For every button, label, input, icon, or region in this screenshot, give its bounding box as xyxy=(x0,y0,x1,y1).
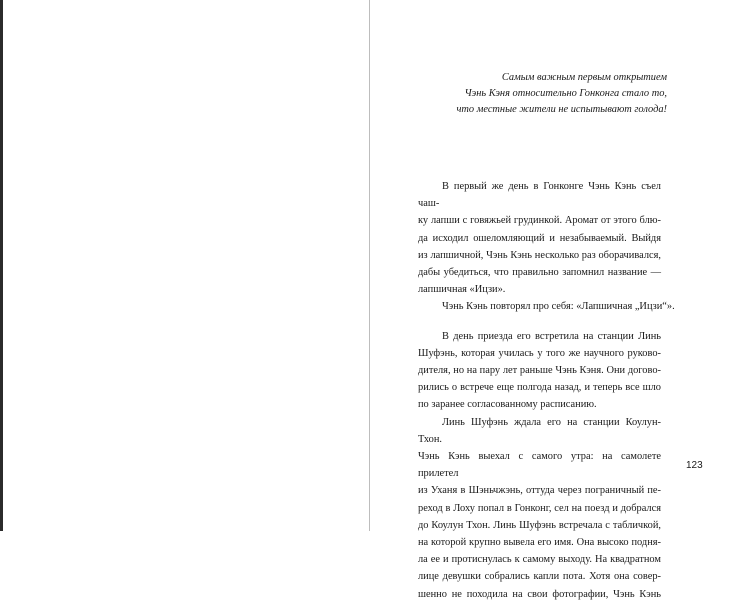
text-line: да исходил ошеломляющий и незабываемый. Выйдя xyxy=(418,232,661,244)
text-line: дителя, но на пару лет раньше Чэнь Кэня. Они догово- xyxy=(418,365,661,377)
text-line: Чэнь Кэнь выехал с самого утра: на самолете прилетел xyxy=(418,451,661,480)
paragraph xyxy=(418,414,661,603)
epigraph-line: что местные жители не испытывают голода! xyxy=(456,104,667,115)
text-line: ку лапши с говяжьей грудинкой. Аромат от этого блю- xyxy=(418,215,661,227)
epigraph-line: Самым важным первым открытием xyxy=(501,72,667,83)
left-page-blank xyxy=(0,0,369,531)
text-line: В первый же день в Гонконге Чэнь Кэнь съел чаш- xyxy=(418,181,661,210)
text-line: рились о встрече еще полгода назад, и теперь все шло xyxy=(418,382,661,394)
paragraph-gap xyxy=(418,316,661,328)
text-line: по заранее согласованному расписанию. xyxy=(418,399,597,411)
epigraph xyxy=(407,70,667,118)
text-line: лапшичная «Ицзи». xyxy=(418,284,506,296)
paragraph xyxy=(418,178,661,298)
text-line: на которой крупно вывела его имя. Она высоко подня- xyxy=(418,537,661,549)
text-line: из лапшичной, Чэнь Кэнь несколько раз оборачивался, xyxy=(418,249,661,261)
right-page xyxy=(370,0,731,600)
text-line: шенно не походила на свои фотографии, Чэнь Кэнь xyxy=(418,588,661,600)
text-line: реход в Лоху попал в Гонконг, сел на поезд и добрался xyxy=(418,502,661,514)
body-text xyxy=(418,178,675,603)
text-line: лице девушки собрались капли пота. Хотя она совер- xyxy=(418,571,661,583)
paragraph xyxy=(418,328,661,414)
page-number: 123 xyxy=(686,460,703,471)
text-line: до Коулун Тхон. Линь Шуфэнь встречала с табличкой, xyxy=(418,519,661,531)
epigraph-line: Чэнь Кэня относительно Гонконга стало то, xyxy=(464,88,667,99)
text-line: Шуфэнь, которая училась у того же научного руково- xyxy=(418,347,661,359)
text-line: В день приезда его встретила на станции Линь xyxy=(442,330,661,342)
text-line: Чэнь Кэнь повторял про себя: «Лапшичная „Ицзи“». xyxy=(442,301,675,313)
text-line: дабы убедиться, что правильно запомнил название — xyxy=(418,267,661,279)
text-line: ла ее и протиснулась к самому выходу. На квадратном xyxy=(418,554,661,566)
paragraph xyxy=(418,298,675,315)
text-line: Линь Шуфэнь ждала его на станции Коулун-Тхон. xyxy=(418,416,661,445)
left-page-edge xyxy=(0,0,3,531)
text-line: из Уханя в Шэньчжэнь, оттуда через пограничный пе- xyxy=(418,485,661,497)
